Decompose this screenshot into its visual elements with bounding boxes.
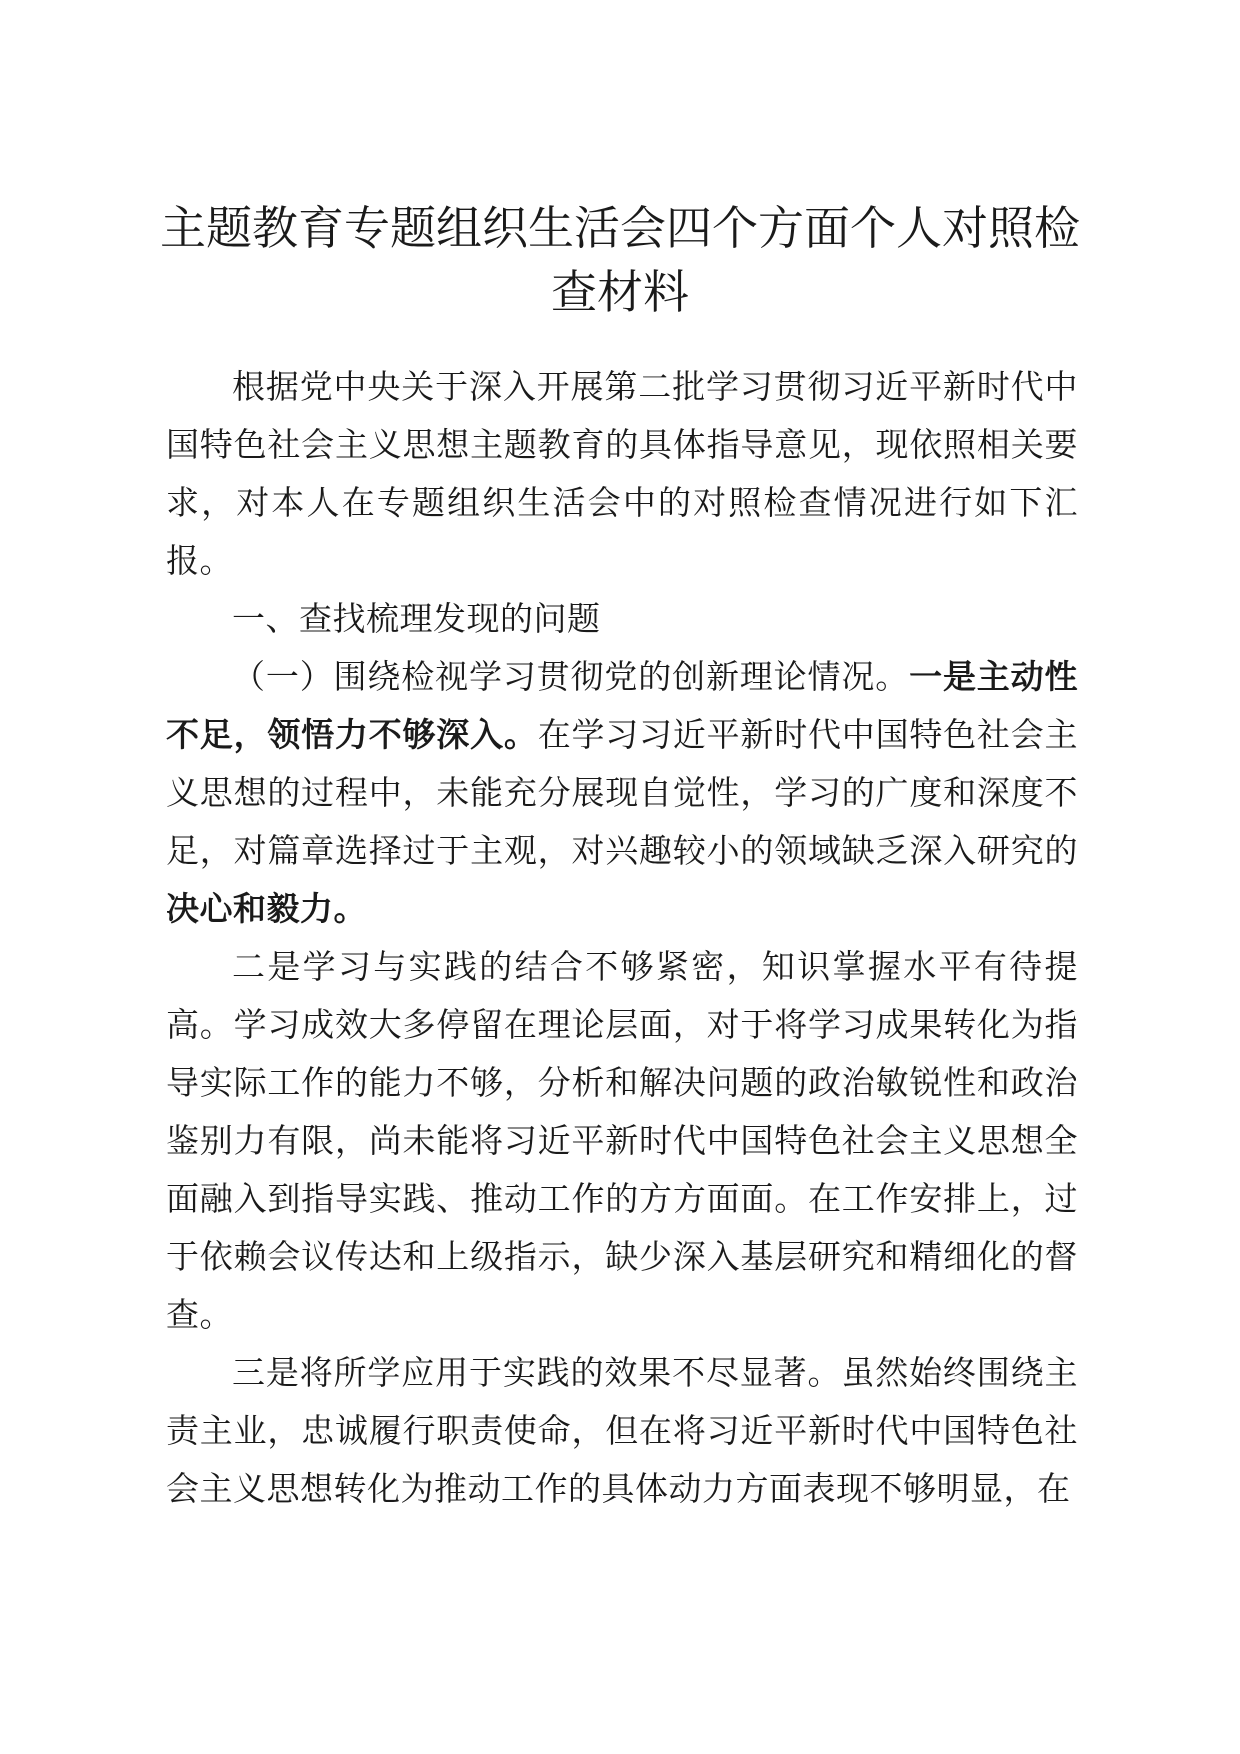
document-body <box>166 358 1078 1518</box>
point-1-tail: 决心和毅力。 <box>166 889 367 928</box>
subsection-1-lead: （一）围绕检视学习贯彻党的创新理论情况。 <box>232 657 910 696</box>
document-title: 主题教育专题组织生活会四个方面个人对照检查材料 <box>160 201 1080 319</box>
point-1-text: 在学习习近平新时代中国特色社会主义思想的过程中，未能充分展现自觉性，学习的广度和深度不足，对篇章选择过于主观，对兴趣较小的领域缺乏深入研究的 <box>166 715 1079 870</box>
intro-paragraph: 根据党中央关于深入开展第二批学习贯彻习近平新时代中国特色社会主义思想主题教育的具体指导意见，现依照相关要求，对本人在专题组织生活会中的对照检查情况进行如下汇报。 <box>166 367 1078 580</box>
section-heading-1: 一、查找梳理发现的问题 <box>232 599 601 638</box>
point-2-paragraph: 二是学习与实践的结合不够紧密，知识掌握水平有待提高。学习成效大多停留在理论层面，对于将学习成果转化为指导实际工作的能力不够，分析和解决问题的政治敏锐性和政治鉴别力有限，尚未能将习近平新时代中国特色社会主义思想全面融入到指导实践、推动工作的方方面面。在工作安排上，过于依赖会议传达和上级指示，缺少深入基层研究和精细化的督查。 <box>166 947 1078 1334</box>
subsection-1-paragraph <box>166 648 1078 938</box>
point-3-paragraph: 三是将所学应用于实践的效果不尽显著。虽然始终围绕主责主业，忠诚履行职责使命，但在将习近平新时代中国特色社会主义思想转化为推动工作的具体动力方面表现不够明显，在 <box>166 1353 1078 1508</box>
point-1-heading: 一是主动性不足，领悟力不够深入。 <box>166 657 1079 754</box>
